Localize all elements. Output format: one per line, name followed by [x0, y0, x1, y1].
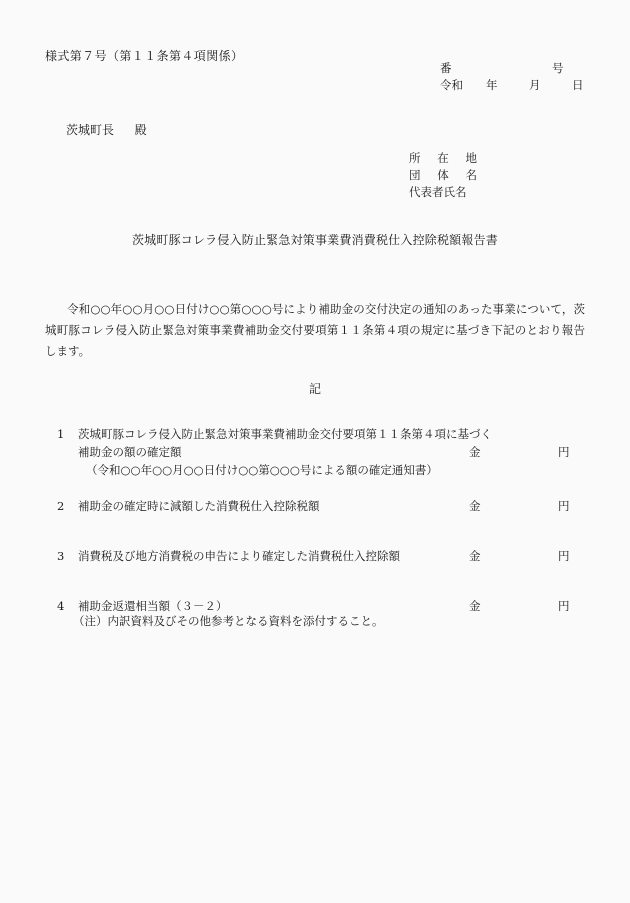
sender-organization-label: 団体名 — [409, 168, 477, 182]
sender-block — [409, 150, 477, 201]
addressee-honorific: 殿 — [134, 123, 147, 137]
item-1-amount-unit: 円 — [558, 445, 570, 459]
item-spacer — [0, 533, 630, 547]
item-1-line-2 — [0, 443, 630, 461]
addressee — [66, 121, 147, 138]
footnote: （注）内訳資料及びその他参考となる資料を添付すること。 — [73, 614, 384, 628]
document-number-row — [440, 60, 592, 77]
month-label: 月 — [529, 78, 541, 92]
day-label: 日 — [572, 78, 584, 92]
addressee-name: 茨城町長 — [66, 123, 115, 137]
item-1-line-1 — [0, 425, 630, 443]
item-4-text-line-1: 補助金返還相当額（３－２） — [78, 599, 228, 613]
year-label: 年 — [486, 78, 498, 92]
item-1-text-line-2: 補助金の額の確定額 — [78, 445, 182, 459]
item-1-amount-prefix: 金 — [469, 445, 481, 459]
document-number-label: 番 — [440, 61, 452, 75]
item-2-number: 2 — [57, 499, 65, 513]
items-list — [0, 425, 630, 615]
item-4-amount-unit: 円 — [558, 599, 570, 613]
form-number: 様式第７号（第１１条第４項関係） — [45, 49, 244, 63]
item-1-text-line-3: （令和○○年○○月○○日付け○○第○○○号による額の確定通知書） — [86, 463, 438, 477]
item-3-amount-prefix: 金 — [469, 549, 481, 563]
item-2-amount-unit: 円 — [558, 499, 570, 513]
document-number-unit: 号 — [552, 61, 564, 75]
item-4-number: 4 — [57, 599, 65, 613]
list-item — [0, 547, 630, 565]
sender-address-row — [409, 150, 477, 167]
document-title: 茨城町豚コレラ侵入防止緊急対策事業費消費税仕入控除税額報告書 — [131, 233, 498, 247]
item-4-amount-prefix: 金 — [469, 599, 481, 613]
body-paragraph — [45, 299, 585, 362]
item-3-amount-unit: 円 — [558, 549, 570, 563]
sender-address-label: 所在地 — [409, 151, 477, 165]
item-spacer — [0, 479, 630, 497]
list-item — [0, 425, 630, 479]
item-3-line-1 — [0, 547, 630, 565]
era-label: 令和 — [440, 78, 463, 92]
item-1-line-3 — [0, 461, 630, 479]
item-2-text-line-1: 補助金の確定時に減額した消費税仕入控除税額 — [78, 499, 320, 513]
document-meta-block — [440, 60, 592, 94]
item-1-number: 1 — [57, 427, 65, 441]
document-date-row — [440, 77, 592, 94]
item-2-amount-prefix: 金 — [469, 499, 481, 513]
item-spacer — [0, 583, 630, 597]
item-3-text-line-1: 消費税及び地方消費税の申告により確定した消費税仕入控除額 — [78, 549, 400, 563]
item-spacer — [0, 515, 630, 533]
item-1-text-line-1: 茨城町豚コレラ侵入防止緊急対策事業費補助金交付要項第１１条第４項に基づく — [78, 427, 492, 441]
sender-organization-row — [409, 167, 477, 184]
sender-representative-label: 代表者氏名 — [409, 185, 467, 199]
item-2-line-1 — [0, 497, 630, 515]
ki-marker: 記 — [308, 382, 321, 396]
body-paragraph-text: 令和○○年○○月○○日付け○○第○○○号により補助金の交付決定の通知のあった事業について，茨城町豚コレラ侵入防止緊急対策事業費補助金交付要項第１１条第４項の規定に基づき下記のとおり報告します。 — [45, 302, 585, 358]
sender-representative-row — [409, 184, 477, 201]
item-3-number: 3 — [57, 549, 65, 563]
item-spacer — [0, 565, 630, 583]
list-item — [0, 497, 630, 515]
